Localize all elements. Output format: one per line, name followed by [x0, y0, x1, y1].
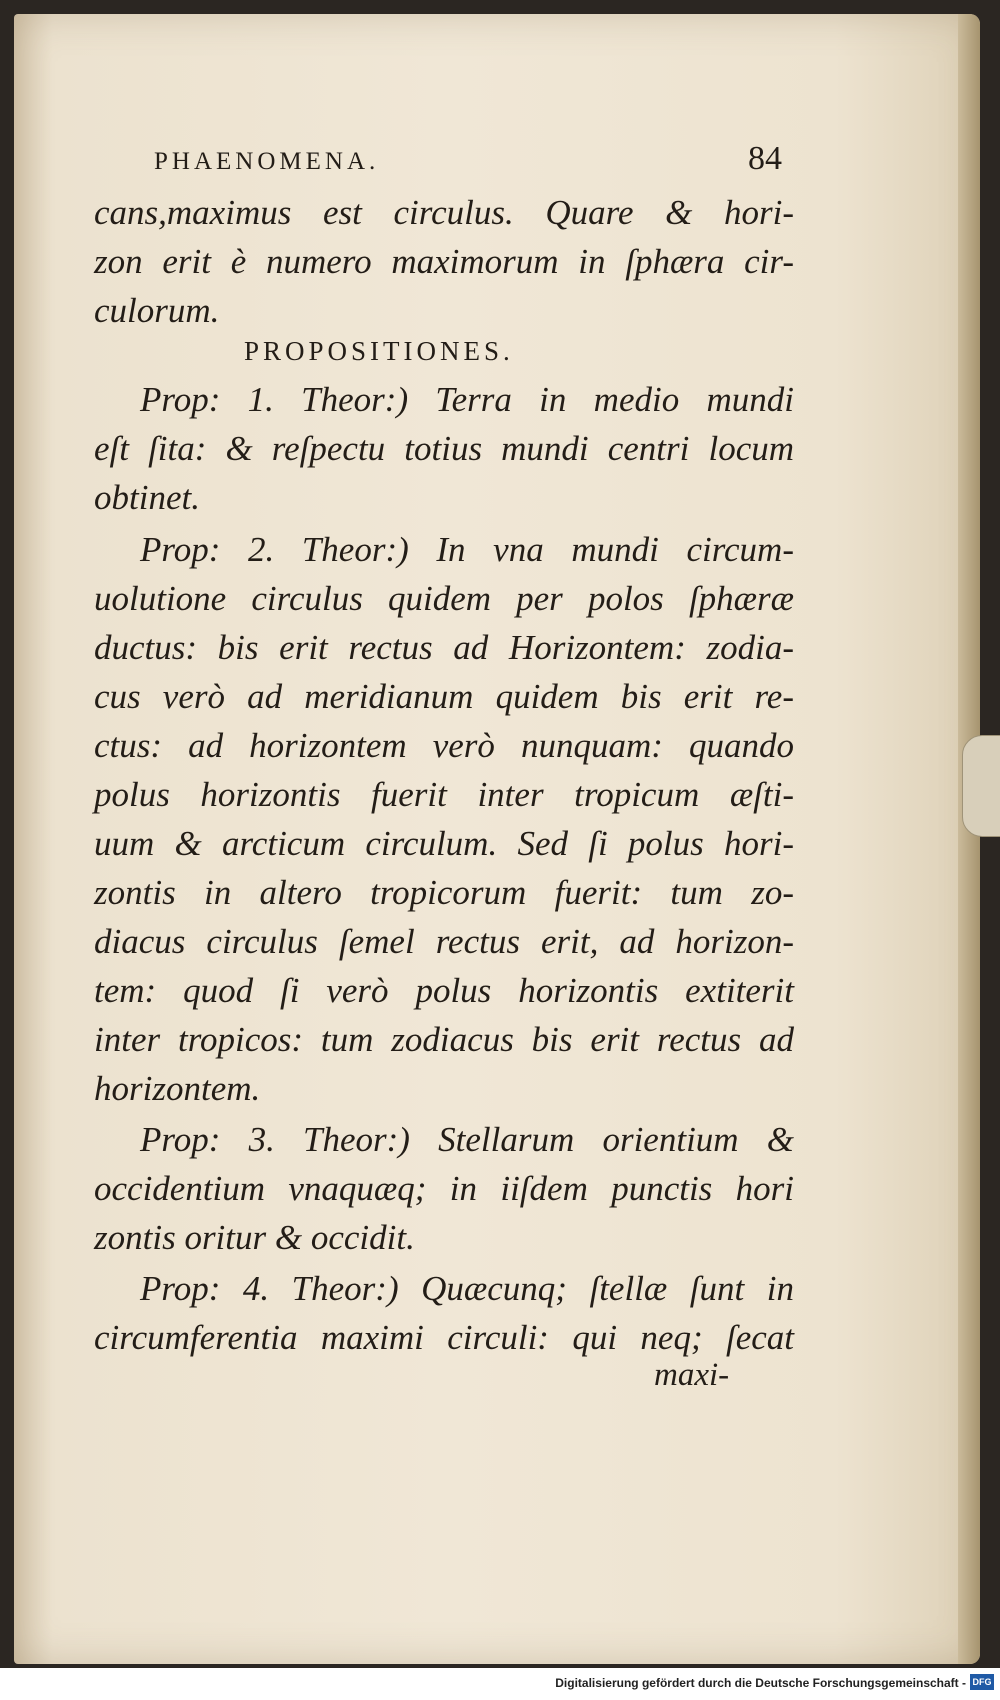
catchword: maxi- — [654, 1357, 730, 1393]
text-line: obtinet. — [94, 478, 200, 517]
text-line: inter tropicos: tum zodiacus bis erit rectus ad — [94, 1020, 794, 1059]
text-line: Prop: 2. Theor:) In vna mundi circum- — [140, 530, 794, 569]
text-line: uolutione circulus quidem per polos ſphæræ — [94, 579, 794, 618]
page-header — [142, 140, 782, 188]
book-page — [14, 14, 980, 1664]
text-line: polus horizontis fuerit inter tropicum æſti- — [94, 775, 794, 814]
text-line: circumferentia maximi circuli: qui neq; ſecat — [94, 1318, 794, 1357]
text-line: cans,maximus est circulus. Quare & hori- — [94, 193, 794, 232]
text-line: Prop: 4. Theor:) Quæcunq; ſtellæ ſunt in — [140, 1269, 794, 1308]
text-line: occidentium vnaquæq; in iiſdem punctis hori — [94, 1169, 794, 1208]
text-line: zontis in altero tropicorum fuerit: tum zo- — [94, 873, 794, 912]
text-line: horizontem. — [94, 1069, 261, 1108]
text-line: uum & arcticum circulum. Sed ſi polus hori- — [94, 824, 794, 863]
text-line: culorum. — [94, 291, 220, 330]
running-title: PHAENOMENA. — [154, 148, 380, 175]
text-line: ductus: bis erit rectus ad Horizontem: zodia- — [94, 628, 794, 667]
page-number: 84 — [748, 140, 782, 177]
text-line: Prop: 3. Theor:) Stellarum orientium & — [140, 1120, 794, 1159]
dfg-logo: DFG — [970, 1674, 994, 1690]
section-heading: PROPOSITIONES. — [244, 336, 514, 366]
text-line: ctus: ad horizontem verò nunquam: quando — [94, 726, 794, 765]
text-line: eſt ſita: & reſpectu totius mundi centri locum — [94, 429, 794, 468]
footer-bar — [0, 1668, 1000, 1700]
text-line: Prop: 1. Theor:) Terra in medio mundi — [140, 380, 794, 419]
text-line: cus verò ad meridianum quidem bis erit re- — [94, 677, 794, 716]
page-clip — [962, 735, 1000, 837]
funding-credit: Digitalisierung gefördert durch die Deutsche Forschungsgemeinschaft - — [555, 1676, 966, 1690]
page-edge — [958, 14, 980, 1664]
text-line: zon erit è numero maximorum in ſphæra cir- — [94, 242, 794, 281]
text-line: diacus circulus ſemel rectus erit, ad horizon- — [94, 922, 794, 961]
text-line: tem: quod ſi verò polus horizontis extiterit — [94, 971, 794, 1010]
text-line: zontis oritur & occidit. — [94, 1218, 415, 1257]
